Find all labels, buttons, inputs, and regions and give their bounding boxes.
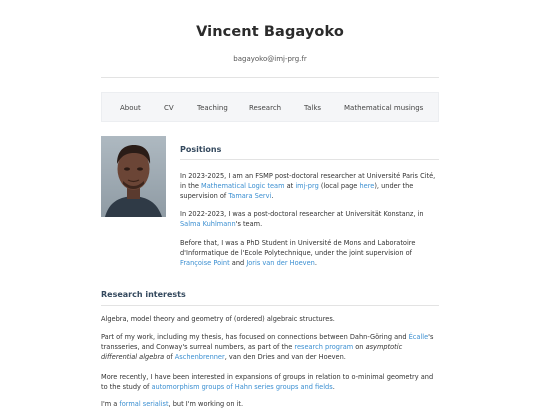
link-local-page[interactable]: here bbox=[359, 182, 375, 190]
positions-paragraph-2: In 2022-2023, I was a post-doctoral researcher at Universität Konstanz, in Salma Kuhlmann's team. bbox=[180, 210, 424, 228]
research-divider bbox=[101, 305, 439, 306]
nav-talks[interactable]: Talks bbox=[304, 104, 322, 112]
link-research-program[interactable]: research program bbox=[294, 343, 354, 351]
email-address[interactable]: bagayoko@imj-prg.fr bbox=[233, 55, 307, 63]
link-tamara-servi[interactable]: Tamara Servi bbox=[228, 192, 272, 200]
main-nav bbox=[101, 92, 439, 122]
nav-cv[interactable]: CV bbox=[164, 104, 174, 112]
nav-research[interactable]: Research bbox=[249, 104, 282, 112]
research-paragraph-3: More recently, I have been interested in expansions of groups in relation to o-minimal geometry and to the study of automorphism groups of Hahn series groups and fields. bbox=[101, 373, 434, 391]
link-salma-kuhlmann[interactable]: Salma Kuhlmann bbox=[180, 220, 236, 228]
research-heading: Research interests bbox=[101, 290, 186, 299]
nav-teaching[interactable]: Teaching bbox=[197, 104, 228, 112]
positions-paragraph-1: In 2023-2025, I am an FSMP post-doctoral researcher at Université Paris Cité, in the Mathematical Logic team at imj-prg (local page here), under the supervision of Tamara Servi. bbox=[180, 172, 436, 200]
positions-divider bbox=[180, 159, 439, 160]
profile-photo bbox=[101, 136, 166, 217]
research-paragraph-2: Part of my work, including my thesis, has focused on connections between Dahn-Göring and Écalle's transseries, and Conway's surreal numbers, as part of the research program on asymptotic differential algebra of Aschenbrenner, van den Dries and van der Hoeven. bbox=[101, 333, 434, 361]
header-divider bbox=[101, 77, 439, 78]
link-francoise-point[interactable]: Françoise Point bbox=[180, 259, 230, 267]
link-aschenbrenner[interactable]: Aschenbrenner bbox=[174, 353, 225, 361]
nav-mathematical-musings[interactable]: Mathematical musings bbox=[344, 104, 424, 112]
research-paragraph-1: Algebra, model theory and geometry of (ordered) algebraic structures. bbox=[101, 315, 335, 323]
nav-about[interactable]: About bbox=[120, 104, 141, 112]
positions-paragraph-3: Before that, I was a PhD Student in Université de Mons and Laboratoire d'Informatique de l'Ecole Polytechnique, under the joint supervision of Françoise Point and Joris van der Hoeven. bbox=[180, 239, 416, 267]
link-ecalle[interactable]: Écalle bbox=[408, 333, 429, 341]
link-joris-van-der-hoeven[interactable]: Joris van der Hoeven bbox=[246, 259, 315, 267]
link-formal-serialist[interactable]: formal serialist bbox=[119, 400, 169, 408]
link-mathematical-logic-team[interactable]: Mathematical Logic team bbox=[201, 182, 285, 190]
site-title: Vincent Bagayoko bbox=[196, 24, 344, 40]
positions-heading: Positions bbox=[180, 145, 222, 154]
link-imj-prg[interactable]: imj-prg bbox=[295, 182, 319, 190]
research-paragraph-4: I'm a formal serialist, but I'm working on it. bbox=[101, 400, 244, 408]
link-automorphism-groups[interactable]: automorphism groups of Hahn series groups and fields bbox=[151, 383, 333, 391]
